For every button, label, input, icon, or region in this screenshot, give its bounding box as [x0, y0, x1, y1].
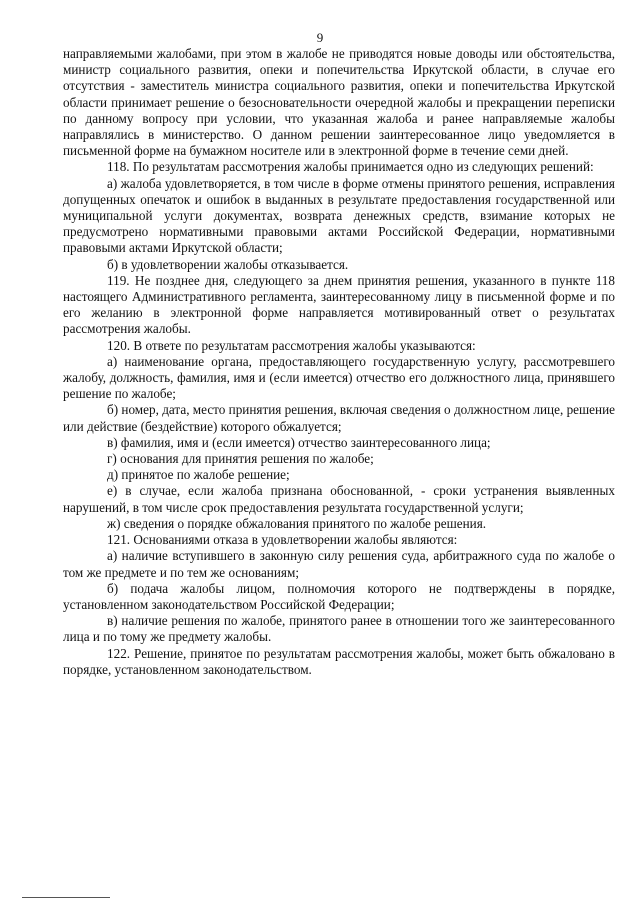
paragraph-continuation: направляемыми жалобами, при этом в жалобе не приводятся новые доводы или обстоятельства, министр социального развития, опеки и попечительства Иркутской области, в случае его отсутствия - заместитель министра социального развития, опеки и попечительства Иркутской области принимает решение о безосновательности очередной жалобы и прекращении переписки по данному вопросу при условии, что указанная жалоба и ранее направляемые жалобы направлялись в министерство. О данном решении заинтересованное лицо уведомляется в письменной форме на бумажном носителе или в электронной форме в течение семи дней. — [63, 46, 615, 159]
paragraph-120-a: а) наименование органа, предоставляющего государственную услугу, рассмотревшего жалобу, должность, фамилия, имя и (если имеется) отчество его должностного лица, принявшего решение по жалобе; — [63, 353, 615, 402]
footer-rule — [22, 897, 110, 898]
paragraph-121-a: а) наличие вступившего в законную силу решения суда, арбитражного суда по жалобе о том же предмете и по тем же основаниям; — [63, 548, 615, 580]
paragraph-118-b: б) в удовлетворении жалобы отказывается. — [107, 256, 349, 272]
paragraph-122: 122. Решение, принятое по результатам рассмотрения жалобы, может быть обжаловано в порядке, установленном законодательством. — [63, 645, 615, 677]
paragraph-121-b: б) подача жалобы лицом, полномочия которого не подтверждены в порядке, установленном законодательством Российской Федерации; — [63, 580, 615, 612]
paragraph-121: 121. Основаниями отказа в удовлетворении жалобы являются: — [107, 532, 458, 548]
paragraph-118-a: а) жалоба удовлетворяется, в том числе в форме отмены принятого решения, исправления допущенных опечаток и ошибок в выданных в результате предоставления государственной или муниципальной услуги документах, возврата денежных средств, взимание которых не предусмотрено нормативными правовыми актами Российской Федерации, нормативными правовыми актами Иркутской области; — [63, 175, 615, 256]
paragraph-121-v: в) наличие решения по жалобе, принятого ранее в отношении того же заинтересованного лица и по тому же предмету жалобы. — [63, 613, 615, 645]
paragraph-120-e: е) в случае, если жалоба признана обоснованной, - сроки устранения выявленных нарушений, в том числе срок предоставления результата государственной услуги; — [63, 483, 615, 515]
paragraph-120-zh: ж) сведения о порядке обжалования принятого по жалобе решения. — [107, 515, 487, 531]
paragraph-120-g: г) основания для принятия решения по жалобе; — [107, 451, 374, 467]
paragraph-118: 118. По результатам рассмотрения жалобы принимается одно из следующих решений: — [107, 159, 594, 175]
paragraph-119: 119. Не позднее дня, следующего за днем принятия решения, указанного в пункте 118 настоящего Административного регламента, заинтересованному лицу в письменной форме и по его желанию в электронной форме направляется мотивированный ответ о результатах рассмотрения жалобы. — [63, 272, 615, 337]
page-number: 9 — [316, 30, 324, 45]
paragraph-120: 120. В ответе по результатам рассмотрения жалобы указываются: — [107, 337, 476, 353]
paragraph-120-b: б) номер, дата, место принятия решения, включая сведения о должностном лице, решение или действие (бездействие) которого обжалуется; — [63, 402, 615, 434]
document-body — [63, 46, 615, 678]
paragraph-120-v: в) фамилия, имя и (если имеется) отчество заинтересованного лица; — [107, 434, 491, 450]
paragraph-120-d: д) принятое по жалобе решение; — [107, 467, 290, 483]
